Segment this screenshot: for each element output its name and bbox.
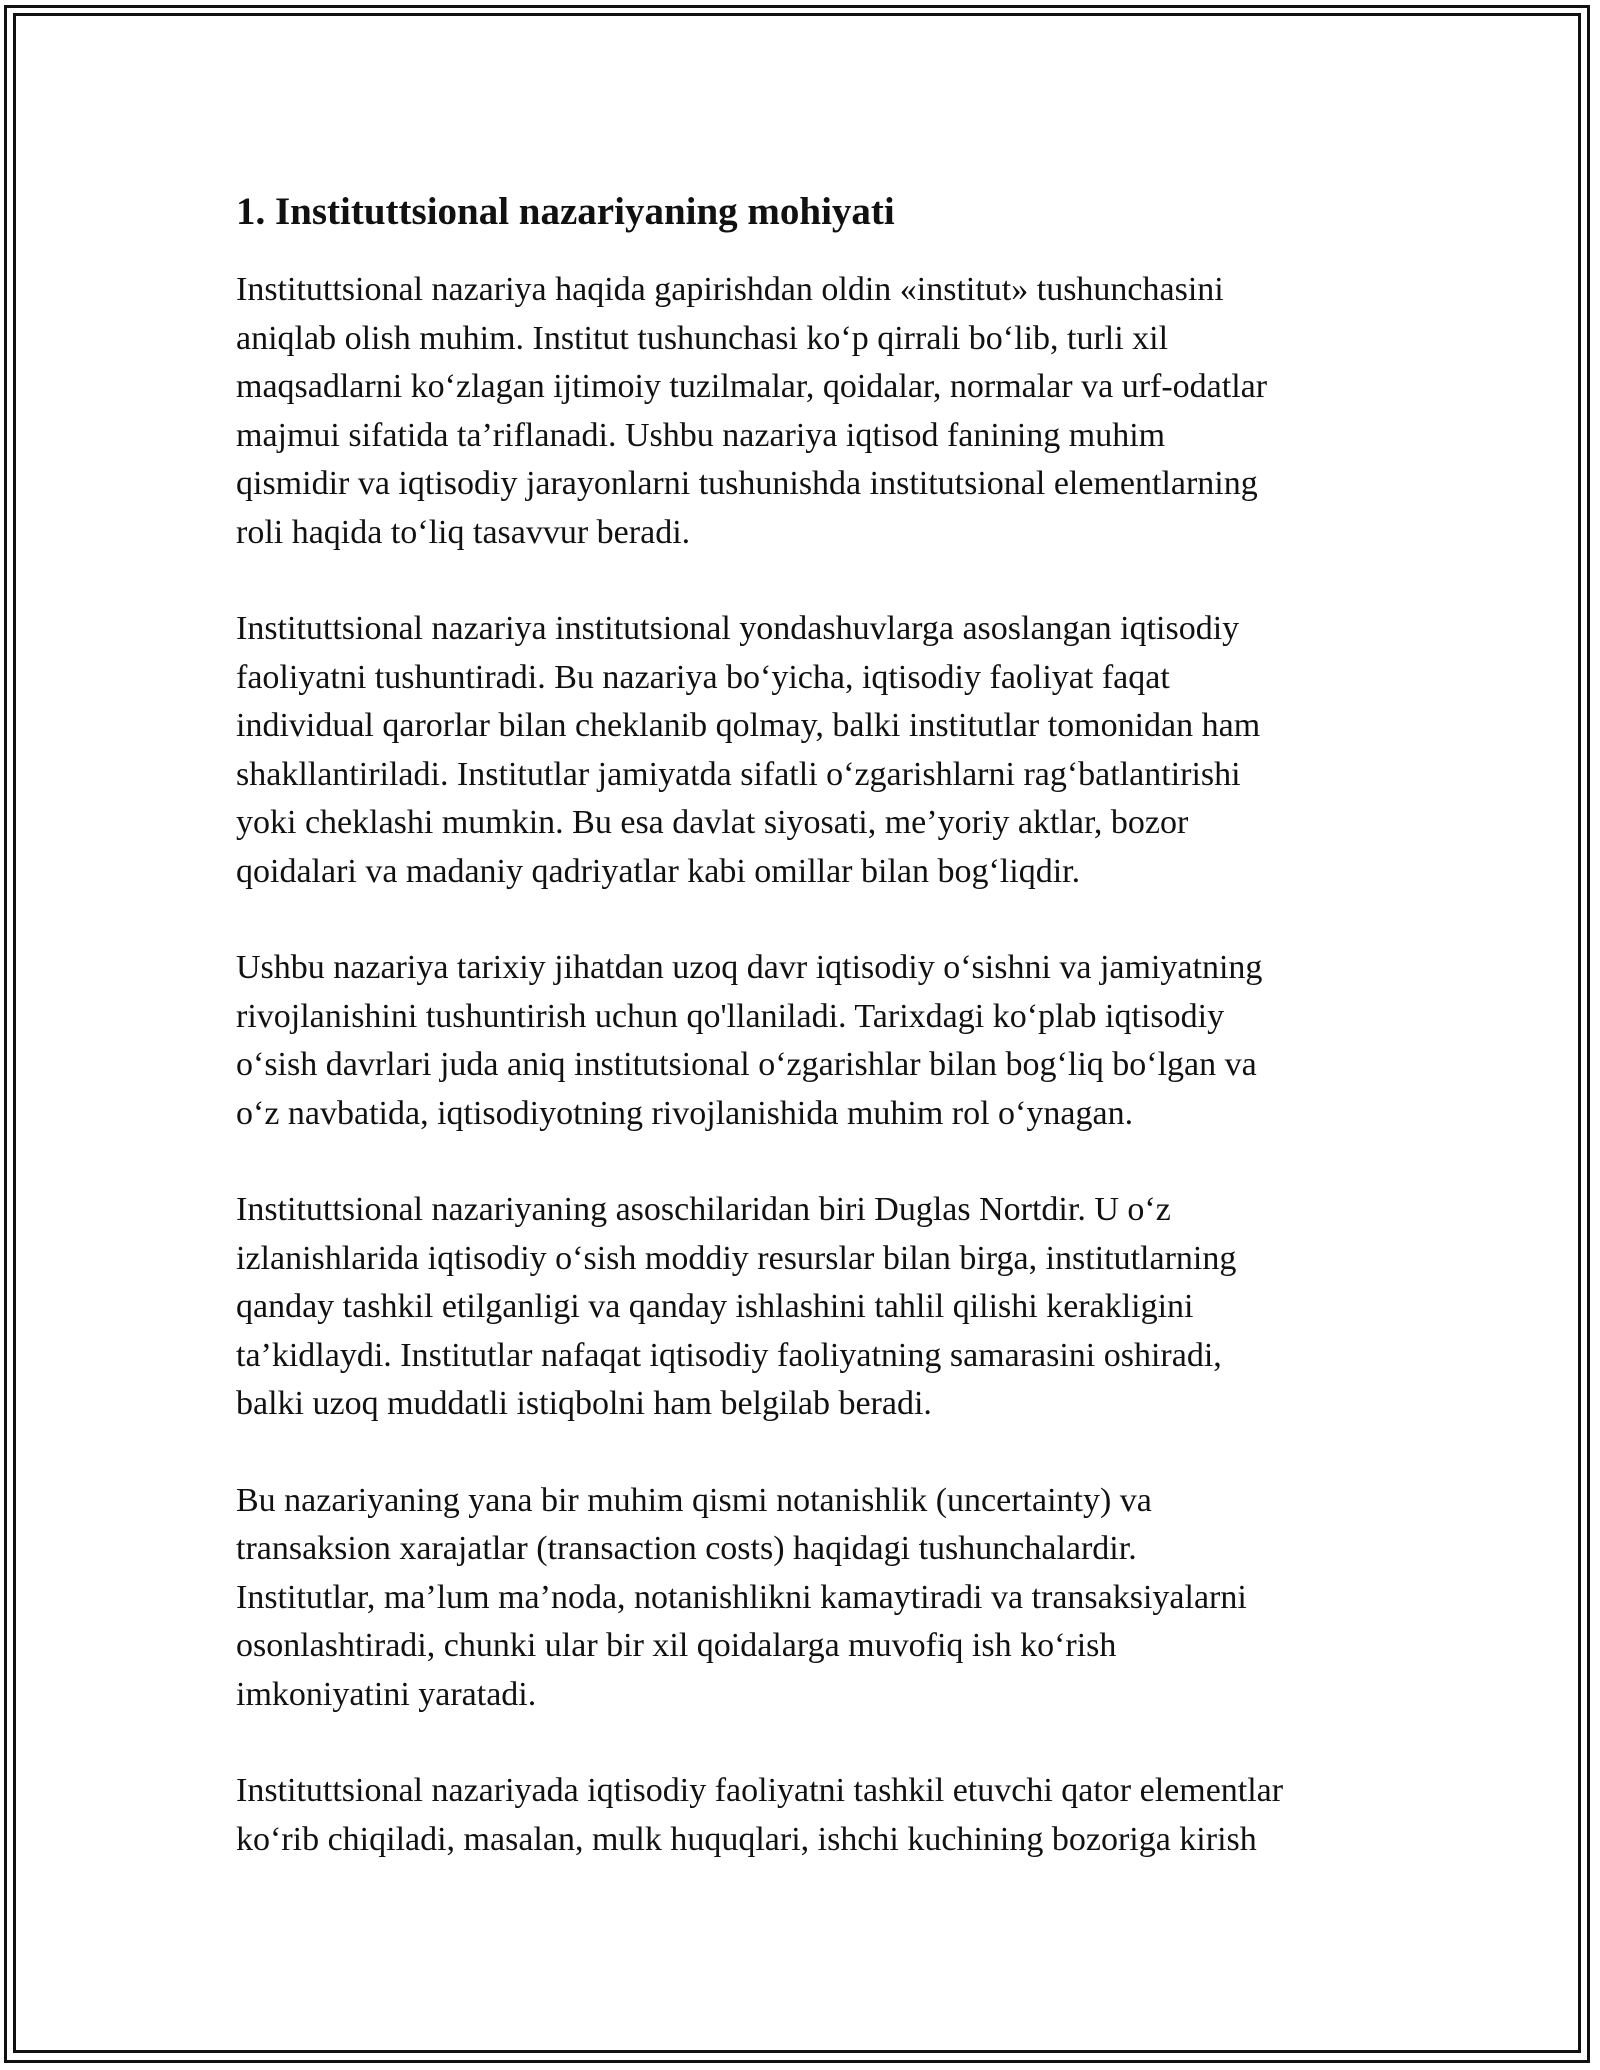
text-line: ta’kidlaydi. Institutlar nafaqat iqtisodiy faoliyatning samarasini oshiradi, bbox=[236, 1336, 1222, 1374]
section-heading: 1. Instituttsional nazariyaning mohiyati bbox=[236, 190, 895, 233]
text-line: izlanishlarida iqtisodiy o‘sish moddiy resurslar bilan birga, institutlarning bbox=[236, 1239, 1237, 1277]
text-line: individual qarorlar bilan cheklanib qolmay, balki institutlar tomonidan ham bbox=[236, 707, 1261, 744]
text-line: yoki cheklashi mumkin. Bu esa davlat siyosati, me’yoriy aktlar, bozor bbox=[236, 804, 1189, 841]
paragraph-institutional-approach bbox=[236, 605, 1416, 896]
text-line: Ushbu nazariya tarixiy jihatdan uzoq davr iqtisodiy o‘sishni va jamiyatning bbox=[236, 949, 1263, 986]
text-line: imkoniyatini yaratadi. bbox=[236, 1675, 537, 1713]
text-line: aniqlab olish muhim. Institut tushunchasi ko‘p qirrali bo‘lib, turli xil bbox=[236, 319, 1169, 357]
text-line: Instituttsional nazariyaning asoschilaridan biri Duglas Nortdir. U o‘z bbox=[236, 1191, 1171, 1228]
text-line: qanday tashkil etilganligi va qanday ishlashini tahlil qilishi kerakligini bbox=[236, 1288, 1194, 1325]
text-line: qoidalari va madaniy qadriyatlar kabi omillar bilan bog‘liqdir. bbox=[236, 852, 1081, 890]
paragraph-property-rights bbox=[236, 1767, 1416, 1864]
document-body bbox=[236, 186, 1416, 1912]
paragraph-historical-growth bbox=[236, 944, 1416, 1138]
text-line: roli haqida to‘liq tasavvur beradi. bbox=[236, 513, 691, 551]
text-line: rivojlanishini tushuntirish uchun qo'llaniladi. Tarixdagi ko‘plab iqtisodiy bbox=[236, 997, 1225, 1035]
text-line: majmui sifatida ta’riflanadi. Ushbu nazariya iqtisod fanining muhim bbox=[236, 416, 1166, 454]
text-line: balki uzoq muddatli istiqbolni ham belgilab beradi. bbox=[236, 1385, 932, 1422]
text-line: transaksion xarajatlar (transaction costs) haqidagi tushunchalardir. bbox=[236, 1530, 1137, 1567]
text-line: maqsadlarni ko‘zlagan ijtimoiy tuzilmalar, qoidalar, normalar va urf-odatlar bbox=[236, 368, 1268, 405]
text-line: Instituttsional nazariya haqida gapirishdan oldin «institut» tushunchasini bbox=[236, 271, 1224, 308]
text-line: Instituttsional nazariyada iqtisodiy faoliyatni tashkil etuvchi qator elementlar bbox=[236, 1772, 1284, 1809]
paragraph-uncertainty-costs bbox=[236, 1477, 1416, 1720]
text-line: ko‘rib chiqiladi, masalan, mulk huquqlari, ishchi kuchining bozoriga kirish bbox=[236, 1820, 1257, 1858]
paragraph-intro-institut bbox=[236, 266, 1416, 557]
paragraph-douglass-north bbox=[236, 1186, 1416, 1429]
text-line: Bu nazariyaning yana bir muhim qismi notanishlik (uncertainty) va bbox=[236, 1481, 1152, 1519]
text-line: o‘z navbatida, iqtisodiyotning rivojlanishida muhim rol o‘ynagan. bbox=[236, 1094, 1134, 1132]
text-line: Institutlar, ma’lum ma’noda, notanishlikni kamaytiradi va transaksiyalarni bbox=[236, 1578, 1247, 1616]
text-line: Instituttsional nazariya institutsional yondashuvlarga asoslangan iqtisodiy bbox=[236, 610, 1240, 647]
text-line: faoliyatni tushuntiradi. Bu nazariya bo‘yicha, iqtisodiy faoliyat faqat bbox=[236, 658, 1170, 696]
text-line: shakllantiriladi. Institutlar jamiyatda sifatli o‘zgarishlarni rag‘batlantirishi bbox=[236, 755, 1241, 793]
text-line: o‘sish davrlari juda aniq institutsional o‘zgarishlar bilan bog‘liq bo‘lgan va bbox=[236, 1046, 1257, 1083]
text-line: qismidir va iqtisodiy jarayonlarni tushunishda institutsional elementlarning bbox=[236, 465, 1258, 502]
text-line: osonlashtiradi, chunki ular bir xil qoidalarga muvofiq ish ko‘rish bbox=[236, 1627, 1117, 1664]
